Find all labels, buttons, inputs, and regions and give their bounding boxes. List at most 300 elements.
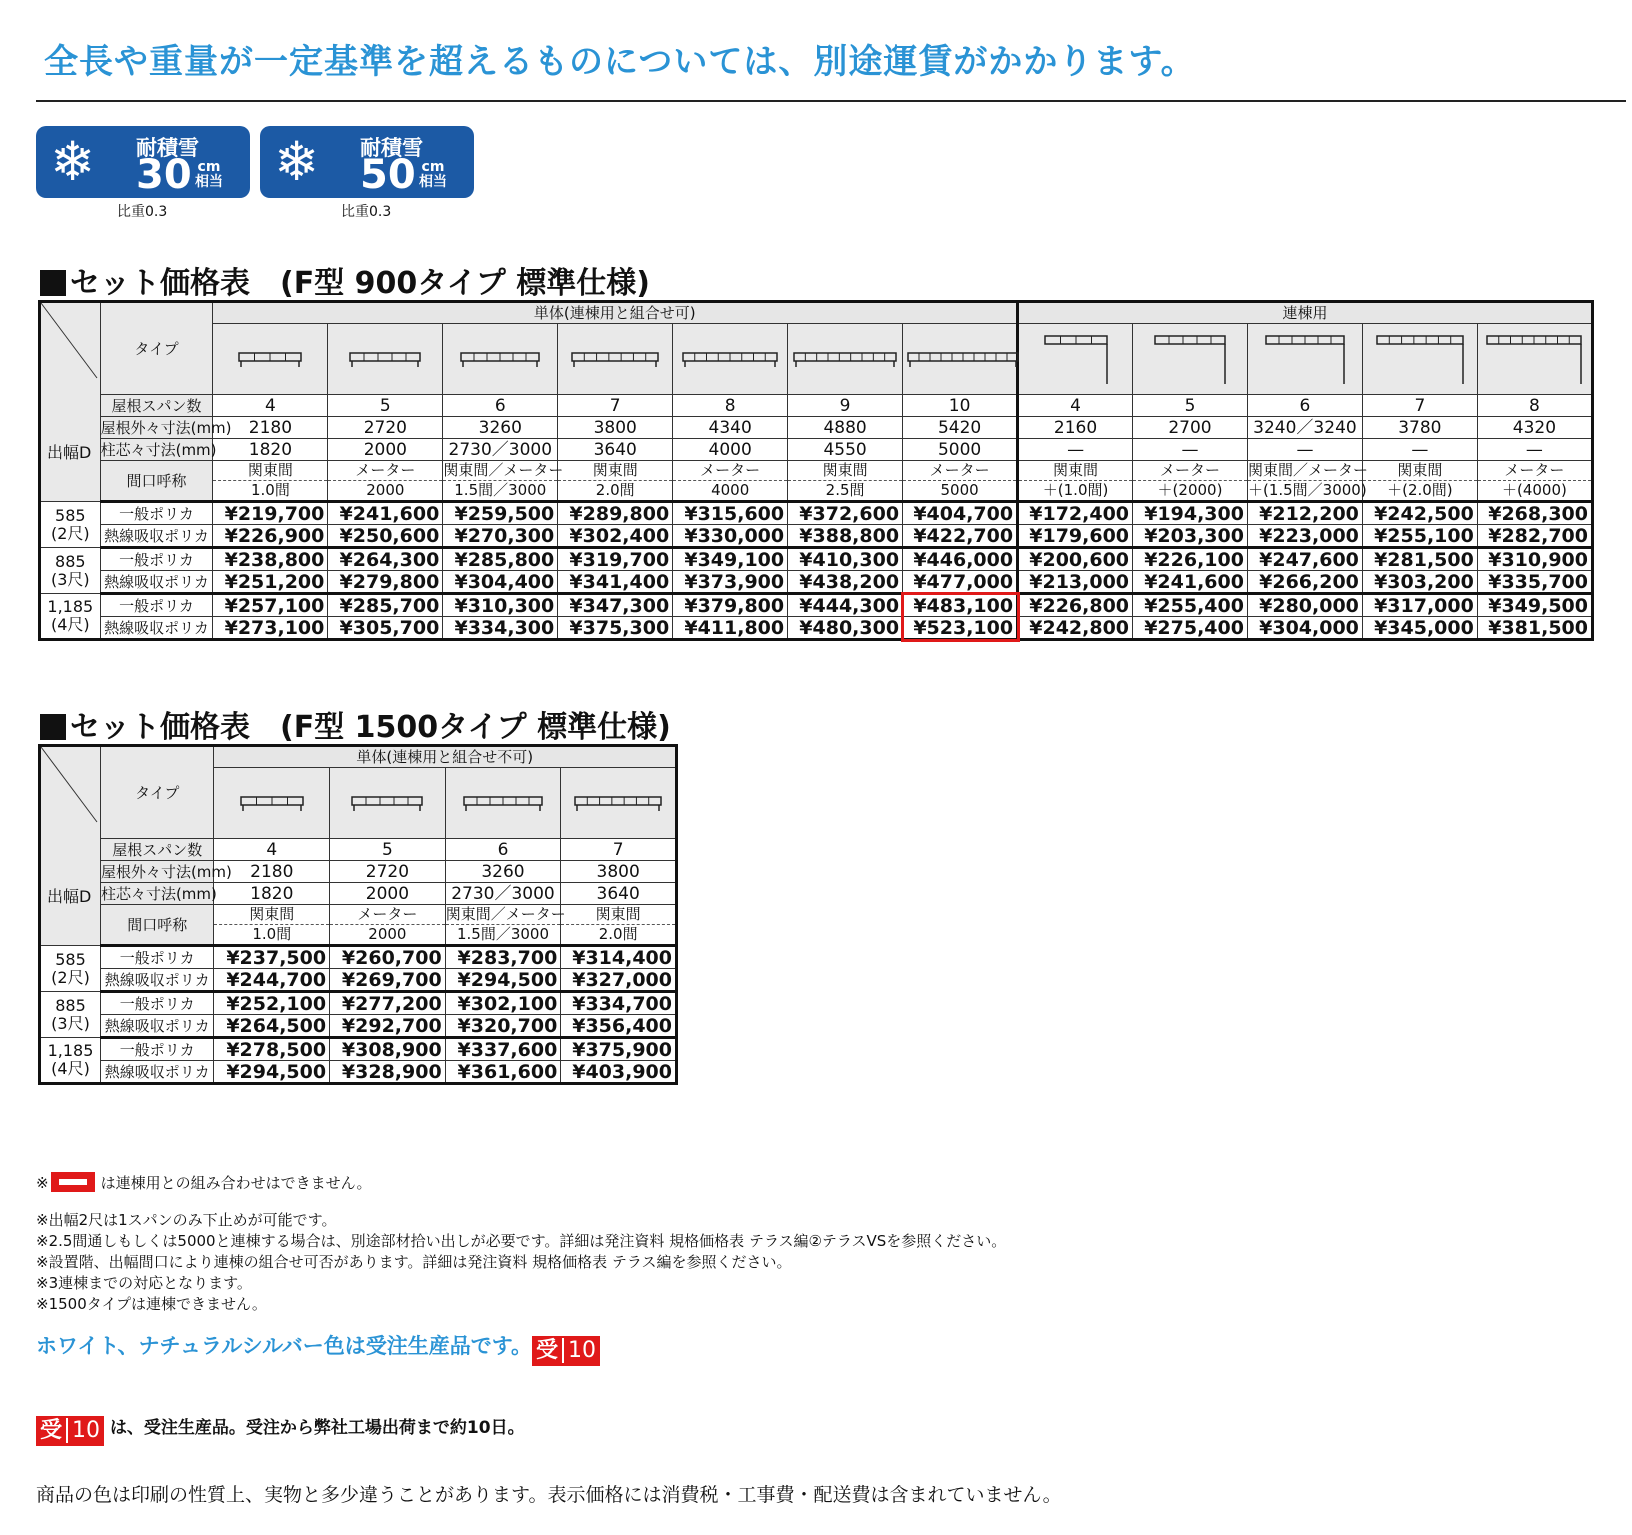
frontage-cell	[558, 461, 673, 502]
material-label: 熱線吸収ポリカ	[100, 617, 213, 640]
spec-cell: 5420	[903, 417, 1018, 439]
type-icon-cell	[903, 324, 1018, 395]
price-cell: ¥381,500	[1477, 617, 1592, 640]
price-cell: ¥349,500	[1477, 594, 1592, 617]
price-cell: ¥315,600	[673, 502, 788, 525]
frontage-top: 関東間／メーター	[443, 461, 564, 479]
price-cell: ¥238,800	[213, 548, 328, 571]
note-mark: ※	[36, 1174, 49, 1192]
row-label-span: 屋根スパン数	[100, 839, 214, 861]
frontage-cell	[561, 905, 677, 946]
type-icon-cell	[445, 768, 561, 839]
row-label-frontage: 間口呼称	[100, 905, 214, 946]
frontage-bottom: 2.0間	[561, 924, 675, 944]
price-cell: ¥179,600	[1018, 525, 1133, 548]
header-corner	[40, 746, 101, 946]
spec-cell: 7	[1362, 395, 1477, 417]
spec-cell: 4320	[1477, 417, 1592, 439]
type-icon-cell	[328, 324, 443, 395]
outward-width-shaku: (4尺)	[50, 615, 90, 634]
spec-cell: 6	[1247, 395, 1362, 417]
price-cell: ¥285,700	[328, 594, 443, 617]
price-cell: ¥194,300	[1133, 502, 1248, 525]
material-label: 熱線吸収ポリカ	[100, 1015, 214, 1038]
divider	[36, 100, 1626, 102]
badge-label: 耐積雪	[136, 136, 199, 160]
spec-cell: —	[1133, 439, 1248, 461]
price-cell: ¥305,700	[328, 617, 443, 640]
price-cell: ¥264,300	[328, 548, 443, 571]
red-note	[36, 1172, 371, 1194]
price-cell: ¥334,700	[561, 992, 677, 1015]
type-label: タイプ	[100, 302, 213, 395]
price-cell: ¥438,200	[788, 571, 903, 594]
spec-cell: 4880	[788, 417, 903, 439]
outward-width	[40, 992, 101, 1038]
price-cell: ¥292,700	[330, 1015, 446, 1038]
carport-icon	[234, 349, 306, 369]
red-tag-icon	[51, 1172, 95, 1192]
frontage-bottom: 2.5間	[788, 480, 902, 500]
price-cell: ¥361,600	[445, 1061, 561, 1084]
frontage-top: メーター	[700, 461, 761, 479]
spec-cell: 2180	[213, 417, 328, 439]
price-cell: ¥242,500	[1362, 502, 1477, 525]
group-multi-header: 連棟用	[1018, 302, 1593, 324]
price-cell: ¥250,600	[328, 525, 443, 548]
price-cell: ¥373,900	[673, 571, 788, 594]
price-cell: ¥335,700	[1477, 571, 1592, 594]
note-line: ※出幅2尺は1スパンのみ下止めが可能です。	[36, 1211, 337, 1229]
outward-label: 出幅D	[47, 887, 92, 906]
type-icon-cell	[1247, 324, 1362, 395]
price-cell: ¥275,400	[1133, 617, 1248, 640]
price-cell: ¥523,100	[903, 617, 1018, 640]
carport-icon	[570, 793, 666, 813]
frontage-top: 関東間	[1053, 461, 1099, 479]
badge-unit	[418, 160, 448, 190]
row-label-outer: 屋根外々寸法(mm)	[100, 418, 232, 437]
price-cell: ¥341,400	[558, 571, 673, 594]
badge-label: 耐積雪	[360, 136, 423, 160]
spec-cell: 3800	[558, 417, 673, 439]
diagonal-line	[41, 747, 97, 957]
price-cell: ¥327,000	[561, 969, 677, 992]
badge-ratio: 比重0.3	[341, 204, 392, 220]
spec-cell: 4	[214, 839, 330, 861]
spec-cell: 4340	[673, 417, 788, 439]
price-cell: ¥285,800	[443, 548, 558, 571]
lead-time-note	[36, 1413, 525, 1446]
price-cell: ¥480,300	[788, 617, 903, 640]
price-cell: ¥172,400	[1018, 502, 1133, 525]
row-label-frontage: 間口呼称	[100, 461, 213, 502]
carport-icon	[459, 793, 547, 813]
spec-cell: 2730／3000	[443, 439, 558, 461]
type-icon-cell	[1477, 324, 1592, 395]
outward-label: 出幅D	[47, 443, 92, 462]
frontage-cell	[1362, 461, 1477, 502]
material-label: 一般ポリカ	[100, 548, 213, 571]
spec-cell: 3780	[1362, 417, 1477, 439]
frontage-top: メーター	[1159, 461, 1220, 479]
frontage-top: メーター	[357, 905, 418, 923]
badge-ratio: 比重0.3	[117, 204, 168, 220]
uke-number: 10	[66, 1418, 100, 1443]
price-cell: ¥388,800	[788, 525, 903, 548]
price-cell: ¥277,200	[330, 992, 446, 1015]
price-cell: ¥223,000	[1247, 525, 1362, 548]
spec-cell: 2730／3000	[445, 883, 561, 905]
frontage-bottom: ＋(2000)	[1133, 480, 1247, 500]
frontage-bottom: 1.5間／3000	[443, 480, 557, 500]
snowflake-icon: ❄	[274, 130, 320, 193]
square-bullet-icon	[40, 270, 66, 296]
price-cell: ¥252,100	[214, 992, 330, 1015]
material-label: 一般ポリカ	[100, 992, 214, 1015]
spec-cell: 5	[330, 839, 446, 861]
price-cell: ¥314,400	[561, 946, 677, 969]
frontage-top: メーター	[929, 461, 990, 479]
badge-unit-bottom: 相当	[419, 174, 447, 190]
header-corner	[40, 302, 101, 502]
price-cell: ¥372,600	[788, 502, 903, 525]
outward-width-mm: 585	[55, 949, 86, 969]
price-cell: ¥302,400	[558, 525, 673, 548]
carport-icon	[567, 349, 663, 369]
spec-cell: 2700	[1133, 417, 1248, 439]
spec-cell: —	[1362, 439, 1477, 461]
price-cell: ¥259,500	[443, 502, 558, 525]
price-cell: ¥337,600	[445, 1038, 561, 1061]
frontage-cell	[443, 461, 564, 502]
spec-cell: 7	[558, 395, 673, 417]
multi-carport-icon	[1261, 332, 1349, 386]
frontage-top: 関東間	[592, 461, 638, 479]
outward-width-mm: 885	[55, 995, 86, 1015]
frontage-cell	[903, 461, 1018, 502]
price-cell: ¥349,100	[673, 548, 788, 571]
note-line: ※1500タイプは連棟できません。	[36, 1295, 267, 1313]
price-cell: ¥241,600	[1133, 571, 1248, 594]
spec-cell: 3260	[445, 861, 561, 883]
outward-width-shaku: (2尺)	[51, 967, 90, 987]
snowflake-icon: ❄	[50, 130, 96, 193]
frontage-top: メーター	[1504, 461, 1565, 479]
frontage-top: 関東間	[822, 461, 868, 479]
price-cell: ¥283,700	[445, 946, 561, 969]
made-to-order-badge	[36, 1416, 104, 1446]
price-cell: ¥269,700	[330, 969, 446, 992]
table1500-title	[40, 702, 671, 746]
badge-unit-top: cm	[421, 159, 445, 175]
type-icon-cell	[1362, 324, 1477, 395]
price-cell: ¥270,300	[443, 525, 558, 548]
price-table-1500	[38, 744, 678, 1085]
type-icon-cell	[788, 324, 903, 395]
frontage-top: 関東間／メーター	[445, 905, 566, 923]
carport-icon	[456, 349, 544, 369]
price-cell: ¥226,800	[1018, 594, 1133, 617]
badge-unit-top: cm	[197, 159, 221, 175]
outward-width	[40, 1038, 101, 1084]
red-note-text: は連棟用との組み合わせはできません。	[100, 1174, 372, 1192]
outward-width-shaku: (4尺)	[51, 1059, 90, 1078]
notes-list	[36, 1210, 1006, 1315]
snow-load-badge-30	[36, 126, 250, 198]
spec-cell: 3640	[558, 439, 673, 461]
material-label: 一般ポリカ	[100, 946, 214, 969]
carport-icon	[903, 349, 1023, 369]
footer-disclaimer: 商品の色は印刷の性質上、実物と多少違うことがあります。表示価格には消費税・工事費・配送費は含まれていません。	[36, 1484, 1062, 1506]
price-cell: ¥304,400	[443, 571, 558, 594]
frontage-cell	[214, 905, 330, 946]
frontage-cell	[1477, 461, 1592, 502]
price-cell: ¥308,900	[330, 1038, 446, 1061]
type-icon-cell	[330, 768, 446, 839]
type-icon-cell	[213, 324, 328, 395]
spec-cell: 10	[903, 395, 1018, 417]
note-line: ※3連棟までの対応となります。	[36, 1274, 252, 1292]
uke-kanji: 受	[40, 1418, 63, 1443]
frontage-cell	[788, 461, 903, 502]
spec-cell: 7	[561, 839, 677, 861]
row-label-pillar: 柱芯々寸法(mm)	[100, 440, 217, 459]
spec-cell: 6	[443, 395, 558, 417]
price-cell: ¥241,600	[328, 502, 443, 525]
price-cell: ¥294,500	[214, 1061, 330, 1084]
price-cell: ¥200,600	[1018, 548, 1133, 571]
price-cell: ¥422,700	[903, 525, 1018, 548]
type-icon-cell	[214, 768, 330, 839]
material-label: 一般ポリカ	[100, 1038, 214, 1061]
spec-cell: 3640	[561, 883, 677, 905]
badge-unit	[194, 160, 224, 190]
frontage-top: 関東間	[249, 905, 295, 923]
price-cell: ¥278,500	[214, 1038, 330, 1061]
price-cell: ¥237,500	[214, 946, 330, 969]
frontage-bottom: 1.0間	[213, 480, 327, 500]
spec-cell: 4	[1018, 395, 1133, 417]
price-cell: ¥375,900	[561, 1038, 677, 1061]
multi-carport-icon	[1040, 332, 1112, 386]
outward-width-mm: 1,185	[47, 1041, 94, 1060]
spec-cell: 3260	[443, 417, 558, 439]
spec-cell: 5000	[903, 439, 1018, 461]
frontage-bottom: 2000	[328, 480, 442, 500]
spec-cell: 4	[213, 395, 328, 417]
square-bullet-icon	[40, 714, 66, 740]
price-cell: ¥264,500	[214, 1015, 330, 1038]
price-cell: ¥304,000	[1247, 617, 1362, 640]
price-cell: ¥334,300	[443, 617, 558, 640]
spec-cell: 8	[1477, 395, 1592, 417]
price-cell: ¥444,300	[788, 594, 903, 617]
outward-width-shaku: (3尺)	[50, 569, 90, 589]
spec-cell: 1820	[213, 439, 328, 461]
spec-cell: 8	[673, 395, 788, 417]
frontage-cell	[330, 905, 446, 946]
spec-cell: 9	[788, 395, 903, 417]
price-table-900	[38, 300, 1594, 641]
price-cell: ¥280,000	[1247, 594, 1362, 617]
price-cell: ¥404,700	[903, 502, 1018, 525]
spec-cell: 2180	[214, 861, 330, 883]
price-cell: ¥483,100	[903, 594, 1018, 617]
type-label: タイプ	[100, 746, 214, 839]
frontage-bottom: 2.0間	[558, 480, 672, 500]
material-label: 熱線吸収ポリカ	[100, 1061, 214, 1084]
lead-time-text: は、受注生産品。受注から弊社工場出荷まで約10日。	[109, 1418, 525, 1438]
frontage-top: 関東間	[1397, 461, 1443, 479]
spec-cell: 2000	[328, 439, 443, 461]
outward-width-shaku: (2尺)	[50, 523, 90, 543]
price-cell: ¥302,100	[445, 992, 561, 1015]
price-cell: ¥317,000	[1362, 594, 1477, 617]
price-cell: ¥279,800	[328, 571, 443, 594]
material-label: 一般ポリカ	[100, 594, 213, 617]
price-cell: ¥446,000	[903, 548, 1018, 571]
outward-width-mm: 585	[55, 505, 86, 525]
table1500-title-text: セット価格表 (F型 1500タイプ 標準仕様)	[70, 710, 671, 745]
table900-title	[40, 258, 650, 302]
price-cell: ¥403,900	[561, 1061, 677, 1084]
price-cell: ¥411,800	[673, 617, 788, 640]
price-cell: ¥356,400	[561, 1015, 677, 1038]
spec-cell: 1820	[214, 883, 330, 905]
type-icon-cell	[558, 324, 673, 395]
frontage-cell	[213, 461, 328, 502]
price-cell: ¥294,500	[445, 969, 561, 992]
badge-value: 50	[360, 152, 416, 198]
group-single-header: 単体(連棟用と組合せ不可)	[214, 746, 677, 768]
frontage-cell	[328, 461, 443, 502]
price-cell: ¥247,600	[1247, 548, 1362, 571]
frontage-top: 関東間	[247, 461, 293, 479]
price-cell: ¥375,300	[558, 617, 673, 640]
carport-icon	[789, 349, 901, 369]
table900-title-text: セット価格表 (F型 900タイプ 標準仕様)	[70, 266, 650, 301]
row-label-pillar: 柱芯々寸法(mm)	[100, 884, 217, 903]
snow-load-badge-50	[260, 126, 474, 198]
outward-width-mm: 1,185	[47, 597, 94, 616]
price-cell: ¥203,300	[1133, 525, 1248, 548]
note-line: ※2.5間通しもしくは5000と連棟する場合は、別途部材拾い出しが必要です。詳細は発注資料 規格価格表 テラス編②テラスVSを参照ください。	[36, 1232, 1007, 1250]
carport-icon	[347, 793, 427, 813]
type-icon-cell	[673, 324, 788, 395]
note-line: ※設置階、出幅間口により連棟の組合せ可否があります。詳細は発注資料 規格価格表 テラス編を参照ください。	[36, 1253, 792, 1271]
price-cell: ¥257,100	[213, 594, 328, 617]
price-cell: ¥260,700	[330, 946, 446, 969]
price-cell: ¥213,000	[1018, 571, 1133, 594]
price-cell: ¥281,500	[1362, 548, 1477, 571]
spec-cell: 2720	[328, 417, 443, 439]
type-icon-cell	[1018, 324, 1133, 395]
spec-cell: 3800	[561, 861, 677, 883]
price-cell: ¥212,200	[1247, 502, 1362, 525]
frontage-bottom: 5000	[903, 480, 1016, 500]
price-cell: ¥268,300	[1477, 502, 1592, 525]
uke-number: 10	[562, 1338, 596, 1363]
frontage-top: 関東間／メーター	[1247, 461, 1368, 479]
frontage-bottom: ＋(1.0間)	[1019, 480, 1132, 500]
price-cell: ¥242,800	[1018, 617, 1133, 640]
price-cell: ¥266,200	[1247, 571, 1362, 594]
outward-width	[40, 594, 101, 640]
badge-unit-bottom: 相当	[195, 174, 223, 190]
price-cell: ¥255,100	[1362, 525, 1477, 548]
material-label: 熱線吸収ポリカ	[100, 571, 213, 594]
price-cell: ¥477,000	[903, 571, 1018, 594]
multi-carport-icon	[1150, 332, 1230, 386]
spec-cell: 6	[445, 839, 561, 861]
spec-cell: —	[1477, 439, 1592, 461]
price-cell: ¥328,900	[330, 1061, 446, 1084]
frontage-cell	[1018, 461, 1133, 502]
price-cell: ¥319,700	[558, 548, 673, 571]
material-label: 熱線吸収ポリカ	[100, 525, 213, 548]
price-cell: ¥219,700	[213, 502, 328, 525]
spec-cell: 2720	[330, 861, 446, 883]
frontage-bottom: 1.5間／3000	[446, 924, 561, 944]
spec-cell: —	[1018, 439, 1133, 461]
price-cell: ¥379,800	[673, 594, 788, 617]
frontage-top: 関東間	[595, 905, 641, 923]
frontage-top: メーター	[355, 461, 416, 479]
spec-cell: 2160	[1018, 417, 1133, 439]
price-cell: ¥244,700	[214, 969, 330, 992]
frontage-bottom: 4000	[673, 480, 787, 500]
spec-cell: 4550	[788, 439, 903, 461]
frontage-cell	[673, 461, 788, 502]
frontage-bottom: ＋(4000)	[1478, 480, 1591, 500]
outward-width	[40, 548, 101, 594]
type-icon-cell	[561, 768, 677, 839]
diagonal-line	[41, 303, 97, 513]
row-label-outer: 屋根外々寸法(mm)	[100, 862, 232, 881]
carport-icon	[678, 349, 782, 369]
spec-cell: 3240／3240	[1247, 417, 1362, 439]
made-to-order-text: ホワイト、ナチュラルシルバー色は受注生産品です。	[36, 1334, 533, 1358]
price-cell: ¥251,200	[213, 571, 328, 594]
frontage-cell	[1247, 461, 1368, 502]
frontage-cell	[445, 905, 566, 946]
price-cell: ¥289,800	[558, 502, 673, 525]
price-cell: ¥320,700	[445, 1015, 561, 1038]
price-cell: ¥226,100	[1133, 548, 1248, 571]
price-cell: ¥410,300	[788, 548, 903, 571]
price-cell: ¥273,100	[213, 617, 328, 640]
price-cell: ¥310,900	[1477, 548, 1592, 571]
price-cell: ¥226,900	[213, 525, 328, 548]
price-cell: ¥345,000	[1362, 617, 1477, 640]
frontage-bottom: 1.0間	[214, 924, 329, 944]
price-cell: ¥255,400	[1133, 594, 1248, 617]
material-label: 一般ポリカ	[100, 502, 213, 525]
type-icon-cell	[1133, 324, 1248, 395]
carport-icon	[345, 349, 425, 369]
uke-kanji: 受	[536, 1338, 559, 1363]
made-to-order-badge	[532, 1336, 600, 1366]
spec-cell: —	[1247, 439, 1362, 461]
price-cell: ¥303,200	[1362, 571, 1477, 594]
headline: 全長や重量が一定基準を超えるものについては、別途運賃がかかります。	[44, 42, 1196, 82]
outward-width-mm: 885	[55, 551, 86, 571]
made-to-order-note	[36, 1330, 600, 1366]
outward-width-shaku: (3尺)	[51, 1013, 90, 1033]
badge-value: 30	[136, 152, 192, 198]
price-cell: ¥282,700	[1477, 525, 1592, 548]
